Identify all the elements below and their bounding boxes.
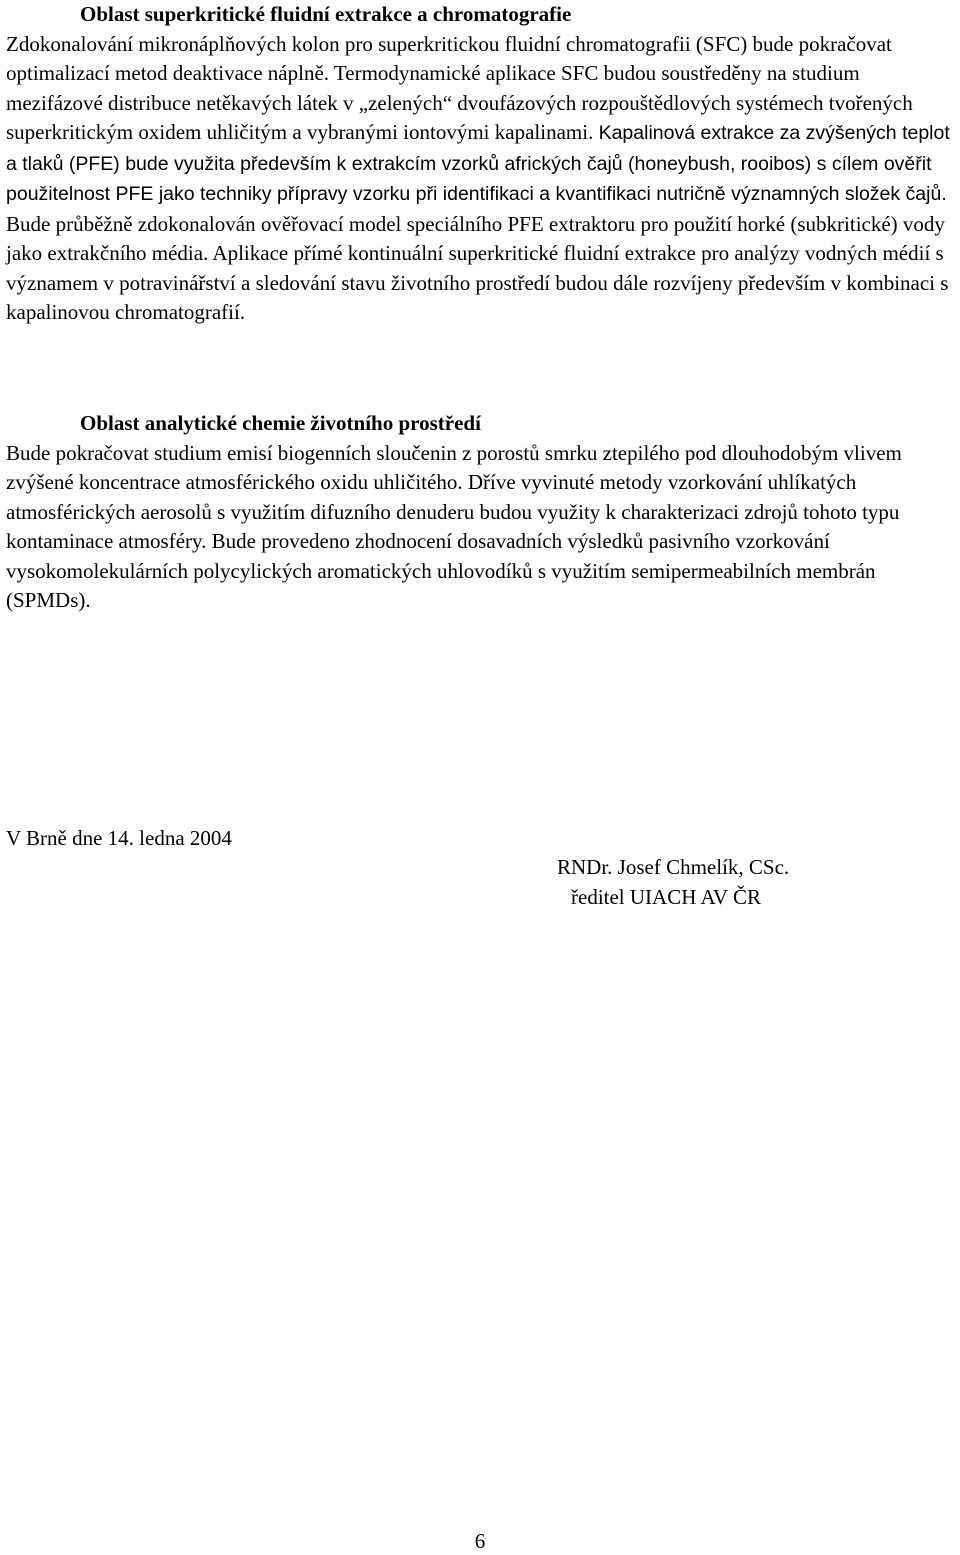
paragraph-text-part: Zdokonalování mikronáplňových kolon pro superkritickou fluidní chromatografii (SFC) bude pokračovat optimalizací metod deaktivace náplně. Termodynamické aplikace SFC budou soustředěny na studium mezifázové distribuce netěkavých látek v „zelených“ dvoufázových rozpouštědlových systémech tvořených superkritickým oxidem uhličitým a vybranými iontovými kapalinami. xyxy=(6,31,913,144)
document-date: V Brně dne 14. ledna 2004 xyxy=(6,826,232,850)
section-paragraph: Bude pokračovat studium emisí biogenních sloučenin z porostů smrku ztepilého pod dlouhodobým vlivem zvýšené koncentrace atmosférického oxidu uhličitého. Dříve vyvinuté metody vzorkování uhlíkatých atmosférických aerosolů s využitím difuzního denuderu budou využity k charakterizaci zdrojů tohoto typu kontaminace atmosféry. Bude provedeno zhodnocení dosavadních výsledků pasivního vzorkování vysokomolekulárních polycylických aromatických uhlovodíků s využitím semipermeabilních membrán (SPMDs). xyxy=(6,440,902,612)
section-heading: Oblast analytické chemie životního prostředí xyxy=(80,411,481,435)
paragraph-text-part: Kapalinová extrakce za zvýšených teplot a tlaků (PFE) bude využita především k extrakcím vzorků afrických čajů (honeybush, rooibos) s cílem ověřit použitelnost PFE jako techniky přípravy vzorku při identifikaci a kvantifikaci nutričně významných složek čajů. xyxy=(6,122,950,205)
section-paragraph xyxy=(6,30,956,328)
signature-block xyxy=(557,853,789,912)
section-supercritical-extraction xyxy=(6,0,956,328)
section-environmental-chemistry xyxy=(6,409,956,616)
paragraph-text-part: Bude průběžně zdokonalován ověřovací model speciálního PFE extraktoru pro použití horké (subkritické) vody jako extrakčního média. Aplikace přímé kontinuální superkritické fluidní extrakce pro analýzy vodných médií s významem v potravinářství a sledování stavu životního prostředí budou dále rozvíjeny především v kombinaci s kapalinovou chromatografií. xyxy=(6,211,949,324)
section-heading: Oblast superkritické fluidní extrakce a chromatografie xyxy=(80,2,572,26)
signatory-role: ředitel UIACH AV ČR xyxy=(571,884,761,909)
signatory-name: RNDr. Josef Chmelík, CSc. xyxy=(557,855,790,879)
page-number: 6 xyxy=(474,1529,486,1553)
